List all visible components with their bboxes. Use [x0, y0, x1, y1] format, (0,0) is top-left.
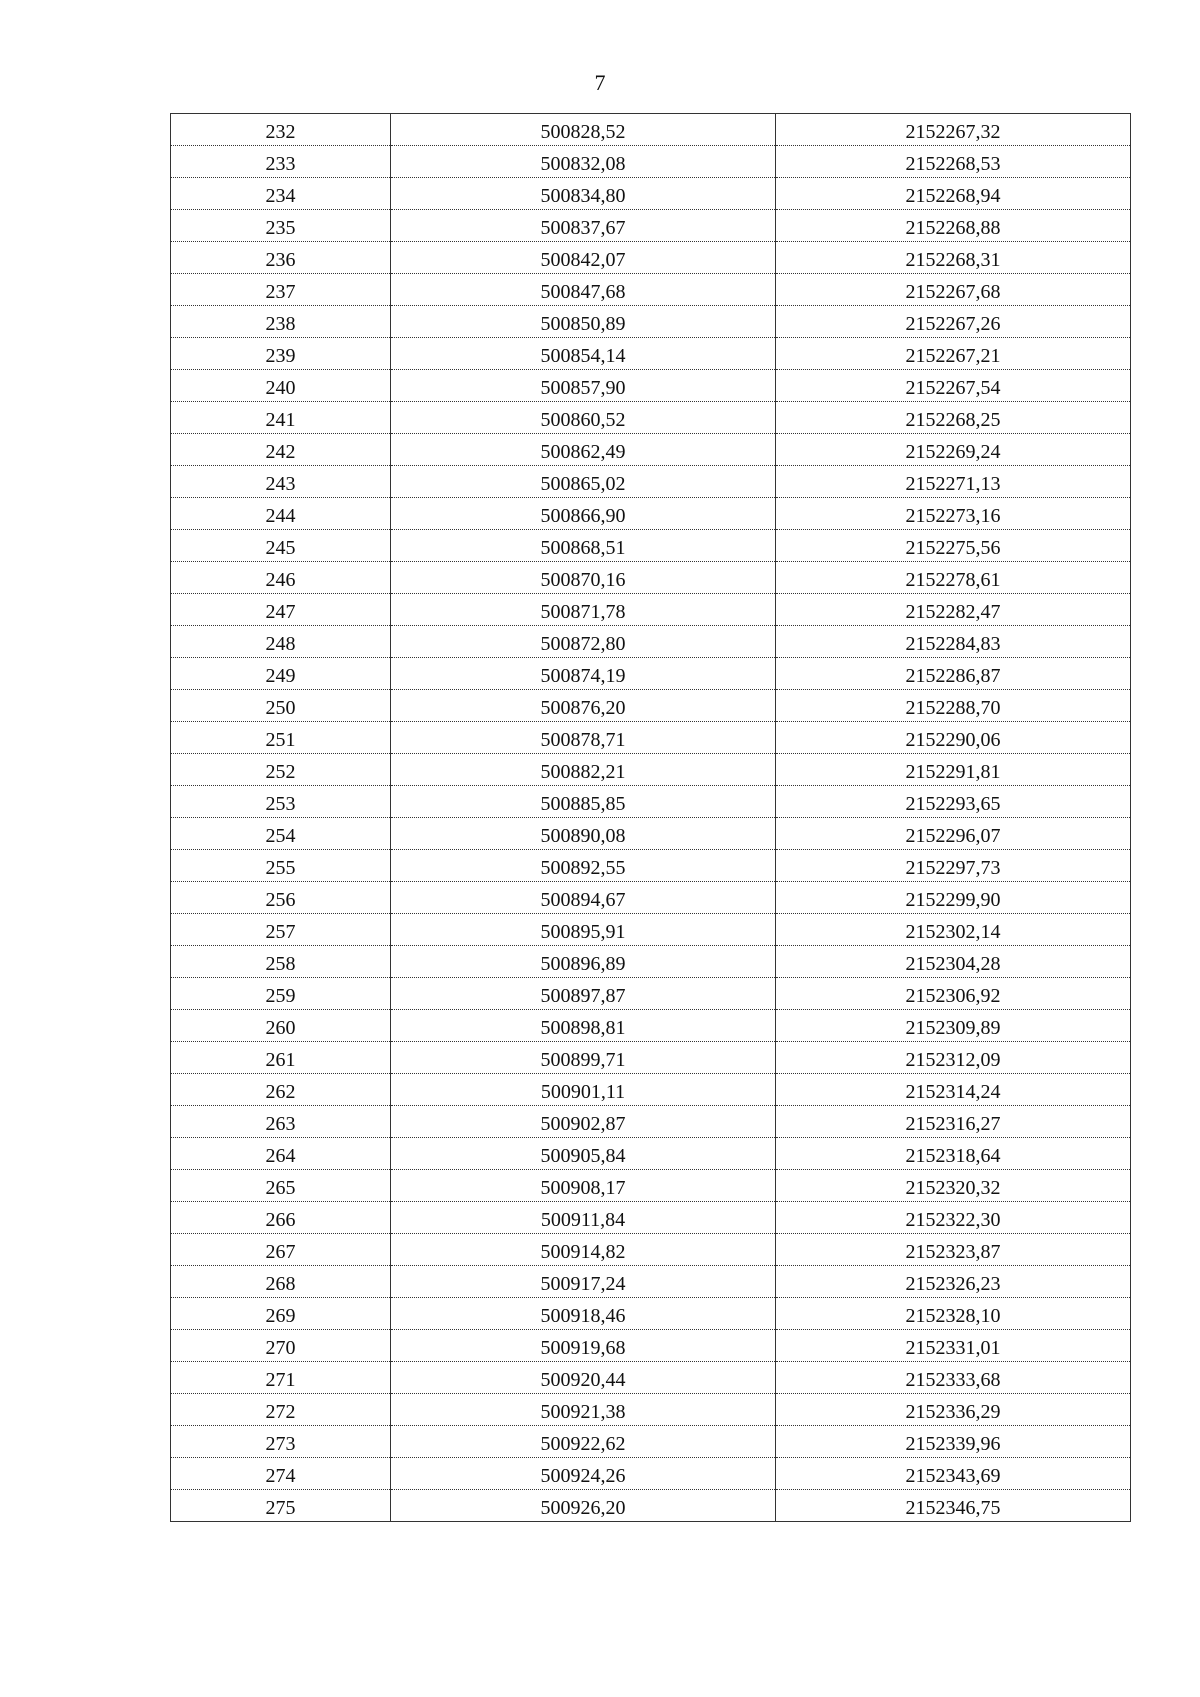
y-coordinate-cell: 2152291,81: [776, 754, 1131, 786]
point-number-cell: 240: [171, 370, 391, 402]
x-coordinate-cell: 500862,49: [391, 434, 776, 466]
point-number-cell: 266: [171, 1202, 391, 1234]
x-coordinate-cell: 500876,20: [391, 690, 776, 722]
x-coordinate-cell: 500918,46: [391, 1298, 776, 1330]
table-row: [171, 530, 1131, 562]
table-row: [171, 594, 1131, 626]
x-coordinate-cell: 500905,84: [391, 1138, 776, 1170]
x-coordinate-cell: 500868,51: [391, 530, 776, 562]
point-number-cell: 253: [171, 786, 391, 818]
table-row: [171, 1170, 1131, 1202]
table-row: [171, 818, 1131, 850]
table-row: [171, 1458, 1131, 1490]
x-coordinate-cell: 500899,71: [391, 1042, 776, 1074]
point-number-cell: 259: [171, 978, 391, 1010]
x-coordinate-cell: 500878,71: [391, 722, 776, 754]
y-coordinate-cell: 2152309,89: [776, 1010, 1131, 1042]
x-coordinate-cell: 500842,07: [391, 242, 776, 274]
y-coordinate-cell: 2152290,06: [776, 722, 1131, 754]
table-row: [171, 146, 1131, 178]
x-coordinate-cell: 500882,21: [391, 754, 776, 786]
y-coordinate-cell: 2152267,26: [776, 306, 1131, 338]
point-number-cell: 247: [171, 594, 391, 626]
table-row: [171, 242, 1131, 274]
y-coordinate-cell: 2152286,87: [776, 658, 1131, 690]
x-coordinate-cell: 500837,67: [391, 210, 776, 242]
point-number-cell: 234: [171, 178, 391, 210]
table-row: [171, 946, 1131, 978]
y-coordinate-cell: 2152339,96: [776, 1426, 1131, 1458]
x-coordinate-cell: 500894,67: [391, 882, 776, 914]
point-number-cell: 273: [171, 1426, 391, 1458]
table-row: [171, 338, 1131, 370]
x-coordinate-cell: 500857,90: [391, 370, 776, 402]
table-row: [171, 1298, 1131, 1330]
point-number-cell: 256: [171, 882, 391, 914]
table-row: [171, 882, 1131, 914]
x-coordinate-cell: 500908,17: [391, 1170, 776, 1202]
table-row: [171, 914, 1131, 946]
x-coordinate-cell: 500897,87: [391, 978, 776, 1010]
x-coordinate-cell: 500828,52: [391, 114, 776, 146]
x-coordinate-cell: 500922,62: [391, 1426, 776, 1458]
point-number-cell: 255: [171, 850, 391, 882]
y-coordinate-cell: 2152267,32: [776, 114, 1131, 146]
x-coordinate-cell: 500917,24: [391, 1266, 776, 1298]
y-coordinate-cell: 2152328,10: [776, 1298, 1131, 1330]
x-coordinate-cell: 500892,55: [391, 850, 776, 882]
table-row: [171, 178, 1131, 210]
table-row: [171, 1362, 1131, 1394]
x-coordinate-cell: 500872,80: [391, 626, 776, 658]
table-row: [171, 466, 1131, 498]
x-coordinate-cell: 500926,20: [391, 1490, 776, 1522]
table-row: [171, 498, 1131, 530]
table-row: [171, 1330, 1131, 1362]
point-number-cell: 275: [171, 1490, 391, 1522]
point-number-cell: 252: [171, 754, 391, 786]
table-row: [171, 370, 1131, 402]
table-row: [171, 1202, 1131, 1234]
y-coordinate-cell: 2152312,09: [776, 1042, 1131, 1074]
y-coordinate-cell: 2152297,73: [776, 850, 1131, 882]
x-coordinate-cell: 500911,84: [391, 1202, 776, 1234]
point-number-cell: 232: [171, 114, 391, 146]
x-coordinate-cell: 500866,90: [391, 498, 776, 530]
point-number-cell: 248: [171, 626, 391, 658]
table-row: [171, 1138, 1131, 1170]
table-row: [171, 1266, 1131, 1298]
point-number-cell: 241: [171, 402, 391, 434]
table-row: [171, 210, 1131, 242]
y-coordinate-cell: 2152304,28: [776, 946, 1131, 978]
x-coordinate-cell: 500874,19: [391, 658, 776, 690]
table-row: [171, 1426, 1131, 1458]
y-coordinate-cell: 2152273,16: [776, 498, 1131, 530]
x-coordinate-cell: 500924,26: [391, 1458, 776, 1490]
x-coordinate-cell: 500832,08: [391, 146, 776, 178]
point-number-cell: 238: [171, 306, 391, 338]
y-coordinate-cell: 2152268,94: [776, 178, 1131, 210]
y-coordinate-cell: 2152331,01: [776, 1330, 1131, 1362]
point-number-cell: 251: [171, 722, 391, 754]
x-coordinate-cell: 500885,85: [391, 786, 776, 818]
point-number-cell: 271: [171, 1362, 391, 1394]
table-row: [171, 306, 1131, 338]
y-coordinate-cell: 2152293,65: [776, 786, 1131, 818]
point-number-cell: 249: [171, 658, 391, 690]
point-number-cell: 257: [171, 914, 391, 946]
x-coordinate-cell: 500860,52: [391, 402, 776, 434]
table-row: [171, 1394, 1131, 1426]
page-number: 7: [594, 70, 606, 95]
point-number-cell: 269: [171, 1298, 391, 1330]
point-number-cell: 250: [171, 690, 391, 722]
x-coordinate-cell: 500898,81: [391, 1010, 776, 1042]
y-coordinate-cell: 2152268,25: [776, 402, 1131, 434]
point-number-cell: 246: [171, 562, 391, 594]
x-coordinate-cell: 500871,78: [391, 594, 776, 626]
y-coordinate-cell: 2152268,88: [776, 210, 1131, 242]
x-coordinate-cell: 500902,87: [391, 1106, 776, 1138]
point-number-cell: 239: [171, 338, 391, 370]
table-row: [171, 786, 1131, 818]
y-coordinate-cell: 2152267,68: [776, 274, 1131, 306]
y-coordinate-cell: 2152269,24: [776, 434, 1131, 466]
table-row: [171, 274, 1131, 306]
x-coordinate-cell: 500870,16: [391, 562, 776, 594]
y-coordinate-cell: 2152267,54: [776, 370, 1131, 402]
table-row: [171, 1234, 1131, 1266]
y-coordinate-cell: 2152268,53: [776, 146, 1131, 178]
x-coordinate-cell: 500890,08: [391, 818, 776, 850]
point-number-cell: 263: [171, 1106, 391, 1138]
point-number-cell: 254: [171, 818, 391, 850]
point-number-cell: 260: [171, 1010, 391, 1042]
y-coordinate-cell: 2152267,21: [776, 338, 1131, 370]
x-coordinate-cell: 500854,14: [391, 338, 776, 370]
y-coordinate-cell: 2152296,07: [776, 818, 1131, 850]
x-coordinate-cell: 500834,80: [391, 178, 776, 210]
point-number-cell: 242: [171, 434, 391, 466]
point-number-cell: 267: [171, 1234, 391, 1266]
y-coordinate-cell: 2152284,83: [776, 626, 1131, 658]
point-number-cell: 265: [171, 1170, 391, 1202]
y-coordinate-cell: 2152268,31: [776, 242, 1131, 274]
point-number-cell: 258: [171, 946, 391, 978]
y-coordinate-cell: 2152288,70: [776, 690, 1131, 722]
table-row: [171, 850, 1131, 882]
point-number-cell: 233: [171, 146, 391, 178]
y-coordinate-cell: 2152302,14: [776, 914, 1131, 946]
table-row: [171, 626, 1131, 658]
y-coordinate-cell: 2152278,61: [776, 562, 1131, 594]
x-coordinate-cell: 500847,68: [391, 274, 776, 306]
y-coordinate-cell: 2152343,69: [776, 1458, 1131, 1490]
y-coordinate-cell: 2152282,47: [776, 594, 1131, 626]
point-number-cell: 261: [171, 1042, 391, 1074]
table-row: [171, 1010, 1131, 1042]
y-coordinate-cell: 2152299,90: [776, 882, 1131, 914]
y-coordinate-cell: 2152275,56: [776, 530, 1131, 562]
y-coordinate-cell: 2152326,23: [776, 1266, 1131, 1298]
table-row: [171, 434, 1131, 466]
table-row: [171, 690, 1131, 722]
x-coordinate-cell: 500896,89: [391, 946, 776, 978]
y-coordinate-cell: 2152316,27: [776, 1106, 1131, 1138]
point-number-cell: 244: [171, 498, 391, 530]
table-row: [171, 562, 1131, 594]
y-coordinate-cell: 2152336,29: [776, 1394, 1131, 1426]
coordinates-table-body: [171, 114, 1131, 1522]
y-coordinate-cell: 2152322,30: [776, 1202, 1131, 1234]
table-row: [171, 978, 1131, 1010]
x-coordinate-cell: 500921,38: [391, 1394, 776, 1426]
coordinates-table: [170, 113, 1131, 1522]
x-coordinate-cell: 500919,68: [391, 1330, 776, 1362]
point-number-cell: 245: [171, 530, 391, 562]
x-coordinate-cell: 500914,82: [391, 1234, 776, 1266]
y-coordinate-cell: 2152306,92: [776, 978, 1131, 1010]
x-coordinate-cell: 500895,91: [391, 914, 776, 946]
point-number-cell: 274: [171, 1458, 391, 1490]
table-row: [171, 1490, 1131, 1522]
y-coordinate-cell: 2152271,13: [776, 466, 1131, 498]
table-row: [171, 658, 1131, 690]
x-coordinate-cell: 500920,44: [391, 1362, 776, 1394]
point-number-cell: 272: [171, 1394, 391, 1426]
table-row: [171, 114, 1131, 146]
point-number-cell: 268: [171, 1266, 391, 1298]
point-number-cell: 270: [171, 1330, 391, 1362]
table-row: [171, 1074, 1131, 1106]
y-coordinate-cell: 2152323,87: [776, 1234, 1131, 1266]
y-coordinate-cell: 2152318,64: [776, 1138, 1131, 1170]
table-row: [171, 722, 1131, 754]
point-number-cell: 264: [171, 1138, 391, 1170]
x-coordinate-cell: 500901,11: [391, 1074, 776, 1106]
table-row: [171, 402, 1131, 434]
table-row: [171, 1106, 1131, 1138]
y-coordinate-cell: 2152314,24: [776, 1074, 1131, 1106]
y-coordinate-cell: 2152320,32: [776, 1170, 1131, 1202]
x-coordinate-cell: 500865,02: [391, 466, 776, 498]
point-number-cell: 243: [171, 466, 391, 498]
point-number-cell: 236: [171, 242, 391, 274]
y-coordinate-cell: 2152333,68: [776, 1362, 1131, 1394]
point-number-cell: 262: [171, 1074, 391, 1106]
table-row: [171, 1042, 1131, 1074]
y-coordinate-cell: 2152346,75: [776, 1490, 1131, 1522]
table-row: [171, 754, 1131, 786]
point-number-cell: 237: [171, 274, 391, 306]
point-number-cell: 235: [171, 210, 391, 242]
x-coordinate-cell: 500850,89: [391, 306, 776, 338]
